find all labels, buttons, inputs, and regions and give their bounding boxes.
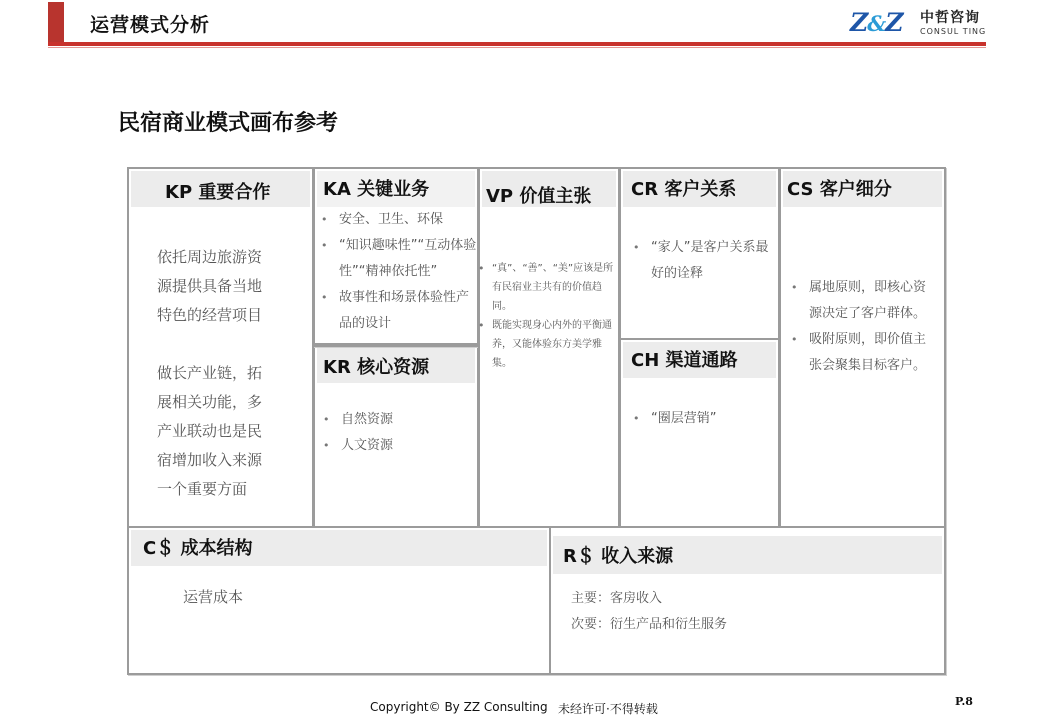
kp-line: 展相关功能，多: [157, 393, 263, 411]
footer-copyright: Copyright© By ZZ Consulting: [370, 700, 548, 714]
list-item: • 既能实现身心内外的平衡通养，又能体验东方美学雅集。: [476, 316, 616, 373]
revenue-line: 次要：衍生产品和衍生服务: [571, 617, 728, 632]
cr-list: [631, 235, 777, 287]
cell-title-kp: KP 重要合作: [165, 182, 271, 203]
page-heading: 民宿商业模式画布参考: [118, 111, 339, 136]
cost-text: 运营成本: [183, 588, 244, 606]
logo-english-name: CONSUL TING: [920, 27, 987, 36]
header-divider-thin: [48, 47, 986, 48]
kp-text: [157, 243, 307, 504]
ch-list: [631, 406, 777, 432]
canvas-cell-cr: [619, 167, 780, 340]
canvas-cell-cs: [779, 167, 946, 528]
cell-title-revenue: R＄ 收入来源: [563, 546, 674, 567]
canvas-cell-ch: [619, 338, 780, 528]
kp-line: 一个重要方面: [157, 480, 248, 498]
list-item: • 人文资源: [321, 433, 471, 459]
cell-title-cs: CS 客户细分: [787, 179, 892, 200]
cell-title-ka: KA 关键业务: [323, 179, 430, 200]
company-logo: [850, 6, 990, 40]
cs-list: [789, 275, 929, 379]
canvas-cell-vp: [478, 167, 620, 528]
revenue-line: 主要：客房收入: [571, 591, 663, 606]
kp-line: 做长产业链，拓: [157, 364, 263, 382]
page-number: P.8: [955, 695, 973, 708]
kp-line: 产业联动也是民: [157, 422, 263, 440]
cell-title-cr: CR 客户关系: [631, 179, 737, 200]
header-title: 运营模式分析: [90, 14, 211, 36]
list-item: • 属地原则，即核心资源决定了客户群体。: [789, 275, 929, 327]
kp-line: 依托周边旅游资: [157, 248, 263, 266]
kr-list: [321, 407, 471, 459]
cell-title-vp: VP 价值主张: [486, 186, 592, 207]
kp-line: 源提供具备当地: [157, 277, 263, 295]
cell-title-ch: CH 渠道通路: [631, 350, 738, 371]
cell-title-cost: C＄ 成本结构: [143, 538, 253, 559]
header-accent-bar: [48, 2, 64, 46]
cell-title-kr: KR 核心资源: [323, 357, 430, 378]
canvas-cell-kp: [127, 167, 314, 528]
list-item: • 自然资源: [321, 407, 471, 433]
canvas-cell-kr: [313, 343, 479, 528]
ka-list: [319, 207, 479, 331]
canvas-cell-cost: [127, 526, 551, 675]
list-item: • “家人”是客户关系最好的诠释: [631, 235, 777, 287]
header-divider: [48, 42, 986, 46]
list-item: • “真”、“善”、“美”应该是所有民宿业主共有的价值趋同。: [476, 259, 616, 316]
canvas-cell-ka: [313, 167, 479, 347]
kp-line-spacer: [157, 330, 307, 359]
footer-notice: 未经许可·不得转载: [558, 702, 658, 716]
list-item: • 安全、卫生、环保: [319, 207, 479, 233]
list-item: • 故事性和场景体验性产品的设计: [319, 285, 479, 311]
kp-line: 特色的经营项目: [157, 306, 263, 324]
list-item: • “圈层营销”: [631, 406, 777, 432]
list-item: • 吸附原则，即价值主张会聚集目标客户。: [789, 327, 929, 379]
vp-list: [476, 259, 616, 373]
kp-line: 宿增加收入来源: [157, 451, 263, 469]
list-item: • “知识趣味性”“互动体验性”“精神依托性”: [319, 233, 479, 285]
logo-mark: Z&Z: [850, 8, 903, 37]
revenue-text: [571, 586, 727, 638]
canvas-cell-revenue: [549, 526, 946, 675]
logo-chinese-name: 中哲咨询: [920, 10, 980, 26]
